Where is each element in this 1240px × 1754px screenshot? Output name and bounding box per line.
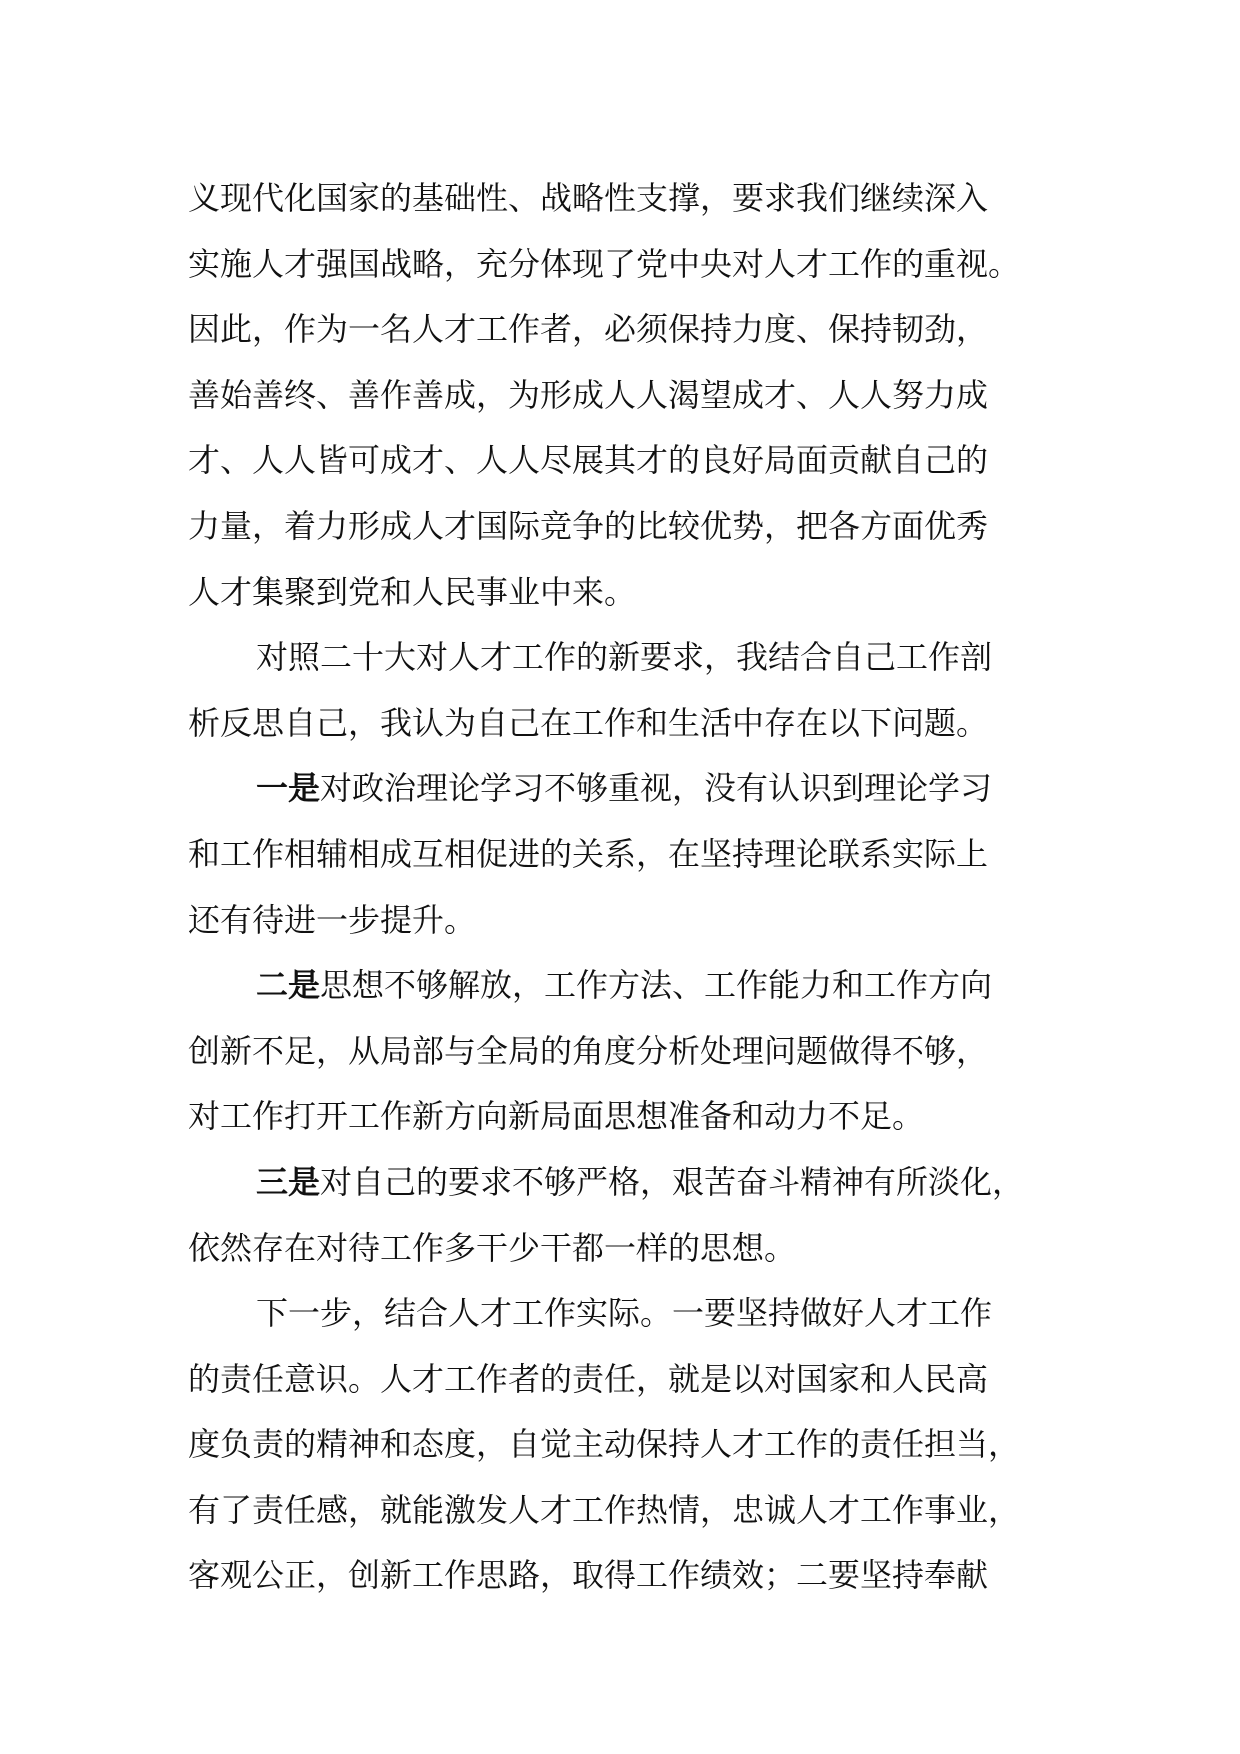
text-line: 对照二十大对人才工作的新要求，我结合自己工作剖 — [256, 638, 993, 677]
issue-one-line — [188, 756, 1068, 822]
issue-two-line — [188, 953, 1068, 1019]
text-line: 力量，着力形成人才国际竞争的比较优势，把各方面优秀 — [188, 506, 989, 545]
text-line: 因此，作为一名人才工作者，必须保持力度、保持韧劲， — [188, 310, 989, 349]
issue-one-text: 对政治理论学习不够重视，没有认识到理论学习 — [320, 769, 993, 808]
text-line: 客观公正，创新工作思路，取得工作绩效；二要坚持奉献 — [188, 1556, 989, 1595]
text-line: 下一步，结合人才工作实际。一要坚持做好人才工作 — [256, 1294, 993, 1333]
issue-two-text: 思想不够解放，工作方法、工作能力和工作方向 — [320, 966, 993, 1005]
text-line: 和工作相辅相成互相促进的关系，在坚持理论联系实际上 — [188, 834, 989, 873]
text-line: 对工作打开工作新方向新局面思想准备和动力不足。 — [188, 1097, 925, 1136]
text-line: 善始善终、善作善成，为形成人人渴望成才、人人努力成 — [188, 375, 989, 414]
issue-three-lead: 三是 — [256, 1162, 321, 1201]
text-line: 才、人人皆可成才、人人尽展其才的良好局面贡献自己的 — [188, 441, 989, 480]
text-line: 依然存在对待工作多干少干都一样的思想。 — [188, 1228, 797, 1267]
issue-three-line — [188, 1150, 1068, 1216]
issue-two-lead: 二是 — [256, 966, 321, 1005]
text-line: 析反思自己，我认为自己在工作和生活中存在以下问题。 — [188, 703, 989, 742]
text-line: 义现代化国家的基础性、战略性支撑，要求我们继续深入 — [188, 179, 989, 217]
issue-three-text: 对自己的要求不够严格，艰苦奋斗精神有所淡化， — [320, 1162, 1025, 1201]
text-line: 的责任意识。人才工作者的责任，就是以对国家和人民高 — [188, 1359, 989, 1398]
text-line: 还有待进一步提升。 — [188, 900, 477, 939]
issue-one-lead: 一是 — [256, 769, 321, 808]
text-line: 创新不足，从局部与全局的角度分析处理问题做得不够， — [188, 1031, 989, 1070]
text-line: 人才集聚到党和人民事业中来。 — [188, 572, 637, 611]
document-body — [188, 166, 1068, 1609]
text-line: 实施人才强国战略，充分体现了党中央对人才工作的重视。 — [188, 244, 1021, 283]
text-line: 有了责任感，就能激发人才工作热情，忠诚人才工作事业， — [188, 1490, 1021, 1529]
text-line: 度负责的精神和态度，自觉主动保持人才工作的责任担当， — [188, 1425, 1021, 1464]
